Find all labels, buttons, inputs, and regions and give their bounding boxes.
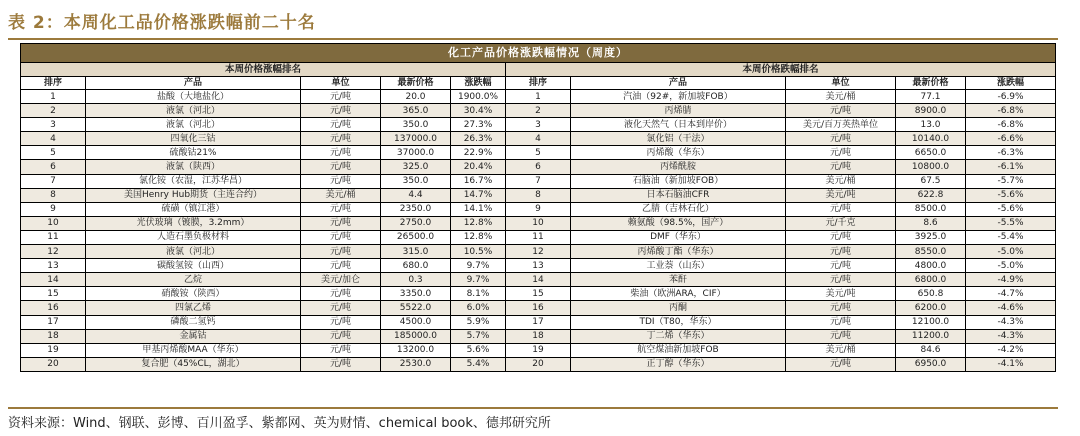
table-row	[21, 202, 1056, 216]
gainer-latest-price-cell: 365.0	[381, 104, 451, 118]
loser-latest-price-cell: 13.0	[896, 118, 966, 132]
loser-product-cell: 丙烯酸丁酯（华东）	[571, 245, 786, 259]
table-row	[21, 329, 1056, 343]
gainer-rank-cell: 12	[21, 245, 86, 259]
loser-change-cell: -4.2%	[966, 343, 1056, 357]
loser-product-cell: 丁二烯（华东）	[571, 329, 786, 343]
loser-latest-price-cell: 8.6	[896, 216, 966, 230]
loser-unit-cell: 元/吨	[786, 202, 896, 216]
gainer-unit-cell: 元/吨	[301, 245, 381, 259]
loser-product-cell: 柴油（欧洲ARA，CIF）	[571, 287, 786, 301]
gainer-product-cell: 硝酸铵（陕西）	[86, 287, 301, 301]
gainer-product-cell: 四氯乙烯	[86, 301, 301, 315]
gainer-product-cell: 光伏玻璃（镀膜，3.2mm）	[86, 216, 301, 230]
gainer-product-cell: 美国Henry Hub期货（主连合约）	[86, 188, 301, 202]
loser-change-cell: -6.1%	[966, 160, 1056, 174]
loser-unit-cell: 元/吨	[786, 259, 896, 273]
table-row	[21, 357, 1056, 371]
header-change: 涨跌幅	[966, 77, 1056, 90]
loser-change-cell: -4.3%	[966, 315, 1056, 329]
gainer-change-cell: 12.8%	[451, 230, 506, 244]
gainer-unit-cell: 元/吨	[301, 343, 381, 357]
gainer-latest-price-cell: 20.0	[381, 90, 451, 104]
gainer-unit-cell: 元/吨	[301, 146, 381, 160]
gainer-product-cell: 液氯（陕西）	[86, 160, 301, 174]
loser-product-cell: 液化天然气（日本到岸价）	[571, 118, 786, 132]
table-row	[21, 245, 1056, 259]
header-rank: 排序	[506, 77, 571, 90]
gainer-product-cell: 甲基丙烯酸MAA（华东）	[86, 343, 301, 357]
gainer-latest-price-cell: 2350.0	[381, 202, 451, 216]
gainer-rank-cell: 13	[21, 259, 86, 273]
loser-unit-cell: 美元/桶	[786, 90, 896, 104]
loser-latest-price-cell: 67.5	[896, 174, 966, 188]
loser-product-cell: 丙烯酰胺	[571, 160, 786, 174]
loser-latest-price-cell: 3925.0	[896, 230, 966, 244]
gainer-rank-cell: 17	[21, 315, 86, 329]
loser-latest-price-cell: 650.8	[896, 287, 966, 301]
header-product: 产品	[86, 77, 301, 90]
header-latest-price: 最新价格	[896, 77, 966, 90]
loser-product-cell: 乙腈（吉林石化）	[571, 202, 786, 216]
table-row	[21, 287, 1056, 301]
gainer-product-cell: 盐酸（大地盐化）	[86, 90, 301, 104]
gainer-unit-cell: 美元/桶	[301, 188, 381, 202]
gainer-latest-price-cell: 26500.0	[381, 230, 451, 244]
loser-unit-cell: 美元/吨	[786, 287, 896, 301]
gainer-change-cell: 26.3%	[451, 132, 506, 146]
gainer-change-cell: 5.7%	[451, 329, 506, 343]
loser-product-cell: 苯酐	[571, 273, 786, 287]
loser-rank-cell: 6	[506, 160, 571, 174]
loser-rank-cell: 12	[506, 245, 571, 259]
gainer-unit-cell: 元/吨	[301, 230, 381, 244]
header-unit: 单位	[786, 77, 896, 90]
loser-product-cell: TDI（T80，华东）	[571, 315, 786, 329]
gainer-product-cell: 液氯（河北）	[86, 104, 301, 118]
loser-change-cell: -6.3%	[966, 146, 1056, 160]
loser-change-cell: -5.4%	[966, 230, 1056, 244]
loser-change-cell: -4.1%	[966, 357, 1056, 371]
gainer-unit-cell: 元/吨	[301, 104, 381, 118]
loser-unit-cell: 元/吨	[786, 315, 896, 329]
gainer-change-cell: 14.1%	[451, 202, 506, 216]
gainer-unit-cell: 元/吨	[301, 287, 381, 301]
loser-product-cell: 赖氨酸（98.5%，国产）	[571, 216, 786, 230]
loser-change-cell: -5.5%	[966, 216, 1056, 230]
gainer-change-cell: 27.3%	[451, 118, 506, 132]
gainer-rank-cell: 11	[21, 230, 86, 244]
loser-latest-price-cell: 10800.0	[896, 160, 966, 174]
loser-product-cell: 丙烯酸（华东）	[571, 146, 786, 160]
gainer-unit-cell: 元/吨	[301, 259, 381, 273]
table-row	[21, 132, 1056, 146]
table-row	[21, 301, 1056, 315]
gainer-change-cell: 12.8%	[451, 216, 506, 230]
gainer-product-cell: 金属钴	[86, 329, 301, 343]
gainer-change-cell: 5.4%	[451, 357, 506, 371]
price-change-table	[20, 43, 1056, 372]
header-change: 涨跌幅	[451, 77, 506, 90]
gainer-unit-cell: 元/吨	[301, 357, 381, 371]
gainer-unit-cell: 美元/加仑	[301, 273, 381, 287]
loser-latest-price-cell: 8500.0	[896, 202, 966, 216]
loser-rank-cell: 13	[506, 259, 571, 273]
loser-change-cell: -5.6%	[966, 202, 1056, 216]
gainer-rank-cell: 3	[21, 118, 86, 132]
loser-latest-price-cell: 84.6	[896, 343, 966, 357]
loser-change-cell: -5.6%	[966, 188, 1056, 202]
gainer-change-cell: 30.4%	[451, 104, 506, 118]
loser-change-cell: -4.7%	[966, 287, 1056, 301]
gainer-product-cell: 氯化铵（农湿，江苏华昌）	[86, 174, 301, 188]
loser-product-cell: 丙酮	[571, 301, 786, 315]
loser-latest-price-cell: 622.8	[896, 188, 966, 202]
table-row	[21, 188, 1056, 202]
loser-change-cell: -4.6%	[966, 301, 1056, 315]
gainer-latest-price-cell: 350.0	[381, 118, 451, 132]
loser-rank-cell: 8	[506, 188, 571, 202]
gainer-latest-price-cell: 315.0	[381, 245, 451, 259]
gainer-latest-price-cell: 37000.0	[381, 146, 451, 160]
loser-rank-cell: 2	[506, 104, 571, 118]
loser-unit-cell: 元/吨	[786, 160, 896, 174]
gainer-product-cell: 硫磺（镇江港）	[86, 202, 301, 216]
loser-rank-cell: 19	[506, 343, 571, 357]
table-row	[21, 343, 1056, 357]
loser-change-cell: -5.7%	[966, 174, 1056, 188]
gainer-latest-price-cell: 4.4	[381, 188, 451, 202]
loser-change-cell: -4.3%	[966, 329, 1056, 343]
gainer-change-cell: 6.0%	[451, 301, 506, 315]
loser-product-cell: 航空煤油新加坡FOB	[571, 343, 786, 357]
loser-latest-price-cell: 11200.0	[896, 329, 966, 343]
loser-change-cell: -6.6%	[966, 132, 1056, 146]
gainer-change-cell: 16.7%	[451, 174, 506, 188]
gainer-change-cell: 14.7%	[451, 188, 506, 202]
loser-rank-cell: 10	[506, 216, 571, 230]
gainer-change-cell: 9.7%	[451, 259, 506, 273]
loser-product-cell: 汽油（92#，新加坡FOB）	[571, 90, 786, 104]
loser-unit-cell: 元/吨	[786, 146, 896, 160]
loser-rank-cell: 20	[506, 357, 571, 371]
gainer-change-cell: 10.5%	[451, 245, 506, 259]
loser-latest-price-cell: 6650.0	[896, 146, 966, 160]
gainer-latest-price-cell: 3350.0	[381, 287, 451, 301]
gainer-unit-cell: 元/吨	[301, 315, 381, 329]
table-row	[21, 259, 1056, 273]
header-unit: 单位	[301, 77, 381, 90]
gainer-change-cell: 5.6%	[451, 343, 506, 357]
gainer-rank-cell: 1	[21, 90, 86, 104]
loser-change-cell: -6.8%	[966, 104, 1056, 118]
loser-product-cell: 正丁醇（华东）	[571, 357, 786, 371]
gainer-rank-cell: 20	[21, 357, 86, 371]
losers-section-title: 本周价格跌幅排名	[506, 63, 1056, 77]
gainer-product-cell: 液氯（河北）	[86, 245, 301, 259]
gainer-latest-price-cell: 4500.0	[381, 315, 451, 329]
gainer-change-cell: 9.7%	[451, 273, 506, 287]
gainer-latest-price-cell: 0.3	[381, 273, 451, 287]
loser-unit-cell: 元/吨	[786, 301, 896, 315]
gainer-rank-cell: 6	[21, 160, 86, 174]
loser-product-cell: 氯化铝（干法）	[571, 132, 786, 146]
loser-change-cell: -5.0%	[966, 245, 1056, 259]
gainer-rank-cell: 9	[21, 202, 86, 216]
gainer-unit-cell: 元/吨	[301, 329, 381, 343]
gainer-unit-cell: 元/吨	[301, 160, 381, 174]
table-row	[21, 174, 1056, 188]
loser-latest-price-cell: 77.1	[896, 90, 966, 104]
footer-divider	[8, 407, 1058, 409]
gainer-rank-cell: 7	[21, 174, 86, 188]
gainer-change-cell: 22.9%	[451, 146, 506, 160]
loser-unit-cell: 元/吨	[786, 329, 896, 343]
loser-rank-cell: 5	[506, 146, 571, 160]
loser-change-cell: -6.9%	[966, 90, 1056, 104]
loser-product-cell: 工业萘（山东）	[571, 259, 786, 273]
gainer-rank-cell: 18	[21, 329, 86, 343]
loser-rank-cell: 18	[506, 329, 571, 343]
loser-latest-price-cell: 8900.0	[896, 104, 966, 118]
loser-latest-price-cell: 4800.0	[896, 259, 966, 273]
gainer-latest-price-cell: 13200.0	[381, 343, 451, 357]
loser-rank-cell: 4	[506, 132, 571, 146]
gainer-product-cell: 乙烷	[86, 273, 301, 287]
gainer-rank-cell: 15	[21, 287, 86, 301]
loser-rank-cell: 16	[506, 301, 571, 315]
loser-product-cell: 丙烯腈	[571, 104, 786, 118]
gainer-latest-price-cell: 350.0	[381, 174, 451, 188]
loser-change-cell: -4.9%	[966, 273, 1056, 287]
loser-rank-cell: 7	[506, 174, 571, 188]
header-latest-price: 最新价格	[381, 77, 451, 90]
loser-unit-cell: 元/吨	[786, 245, 896, 259]
loser-unit-cell: 元/吨	[786, 132, 896, 146]
gainer-unit-cell: 元/吨	[301, 118, 381, 132]
loser-latest-price-cell: 8550.0	[896, 245, 966, 259]
gainer-latest-price-cell: 5522.0	[381, 301, 451, 315]
loser-rank-cell: 14	[506, 273, 571, 287]
gainer-product-cell: 硫酸钴21%	[86, 146, 301, 160]
gainer-latest-price-cell: 2750.0	[381, 216, 451, 230]
gainer-unit-cell: 元/吨	[301, 90, 381, 104]
gainer-latest-price-cell: 185000.0	[381, 329, 451, 343]
loser-latest-price-cell: 6200.0	[896, 301, 966, 315]
gainer-product-cell: 四氧化三钴	[86, 132, 301, 146]
caption-divider	[8, 38, 1058, 40]
gainer-product-cell: 磷酸二氢钙	[86, 315, 301, 329]
gainer-rank-cell: 19	[21, 343, 86, 357]
loser-latest-price-cell: 6800.0	[896, 273, 966, 287]
loser-latest-price-cell: 10140.0	[896, 132, 966, 146]
gainer-product-cell: 碳酸氢铵（山西）	[86, 259, 301, 273]
gainer-latest-price-cell: 137000.0	[381, 132, 451, 146]
loser-unit-cell: 元/吨	[786, 273, 896, 287]
gainers-section-title: 本周价格涨幅排名	[21, 63, 506, 77]
loser-unit-cell: 美元/桶	[786, 174, 896, 188]
gainer-product-cell: 复合肥（45%CL，湖北）	[86, 357, 301, 371]
gainer-change-cell: 8.1%	[451, 287, 506, 301]
gainer-change-cell: 1900.0%	[451, 90, 506, 104]
loser-unit-cell: 元/千克	[786, 216, 896, 230]
loser-product-cell: DMF（华东）	[571, 230, 786, 244]
gainer-latest-price-cell: 2530.0	[381, 357, 451, 371]
table-row	[21, 146, 1056, 160]
table-row	[21, 160, 1056, 174]
loser-latest-price-cell: 12100.0	[896, 315, 966, 329]
loser-change-cell: -6.8%	[966, 118, 1056, 132]
loser-change-cell: -5.0%	[966, 259, 1056, 273]
loser-unit-cell: 美元/吨	[786, 188, 896, 202]
gainer-product-cell: 人造石墨负极材料	[86, 230, 301, 244]
gainer-latest-price-cell: 680.0	[381, 259, 451, 273]
gainer-rank-cell: 16	[21, 301, 86, 315]
gainer-unit-cell: 元/吨	[301, 216, 381, 230]
header-rank: 排序	[21, 77, 86, 90]
gainer-product-cell: 液氯（河北）	[86, 118, 301, 132]
loser-rank-cell: 15	[506, 287, 571, 301]
gainer-rank-cell: 4	[21, 132, 86, 146]
table-row	[21, 273, 1056, 287]
loser-unit-cell: 美元/桶	[786, 343, 896, 357]
loser-unit-cell: 美元/百万英热单位	[786, 118, 896, 132]
gainer-rank-cell: 5	[21, 146, 86, 160]
table-row	[21, 104, 1056, 118]
table-caption: 表 2：本周化工品价格涨跌幅前二十名	[8, 13, 316, 33]
gainer-unit-cell: 元/吨	[301, 301, 381, 315]
header-product: 产品	[571, 77, 786, 90]
loser-product-cell: 石脑油（新加坡FOB）	[571, 174, 786, 188]
table-row	[21, 90, 1056, 104]
gainer-rank-cell: 10	[21, 216, 86, 230]
gainer-latest-price-cell: 325.0	[381, 160, 451, 174]
loser-product-cell: 日本石脑油CFR	[571, 188, 786, 202]
loser-latest-price-cell: 6950.0	[896, 357, 966, 371]
gainer-change-cell: 5.9%	[451, 315, 506, 329]
table-title: 化工产品价格涨跌幅情况（周度）	[21, 44, 1056, 63]
gainer-rank-cell: 14	[21, 273, 86, 287]
table-row	[21, 315, 1056, 329]
loser-unit-cell: 元/吨	[786, 230, 896, 244]
table-row	[21, 118, 1056, 132]
gainer-rank-cell: 8	[21, 188, 86, 202]
gainer-rank-cell: 2	[21, 104, 86, 118]
table-row	[21, 216, 1056, 230]
source-note: 资料来源：Wind、钢联、彭博、百川盈孚、紫都网、英为财情、chemical book、德邦研究所	[8, 416, 551, 431]
loser-rank-cell: 9	[506, 202, 571, 216]
loser-rank-cell: 3	[506, 118, 571, 132]
gainer-unit-cell: 元/吨	[301, 202, 381, 216]
table-row	[21, 230, 1056, 244]
gainer-change-cell: 20.4%	[451, 160, 506, 174]
price-change-table-container	[20, 43, 1055, 372]
loser-unit-cell: 元/吨	[786, 104, 896, 118]
loser-rank-cell: 11	[506, 230, 571, 244]
gainer-unit-cell: 元/吨	[301, 132, 381, 146]
loser-rank-cell: 17	[506, 315, 571, 329]
loser-unit-cell: 元/吨	[786, 357, 896, 371]
gainer-unit-cell: 元/吨	[301, 174, 381, 188]
loser-rank-cell: 1	[506, 90, 571, 104]
table-body	[21, 90, 1056, 372]
